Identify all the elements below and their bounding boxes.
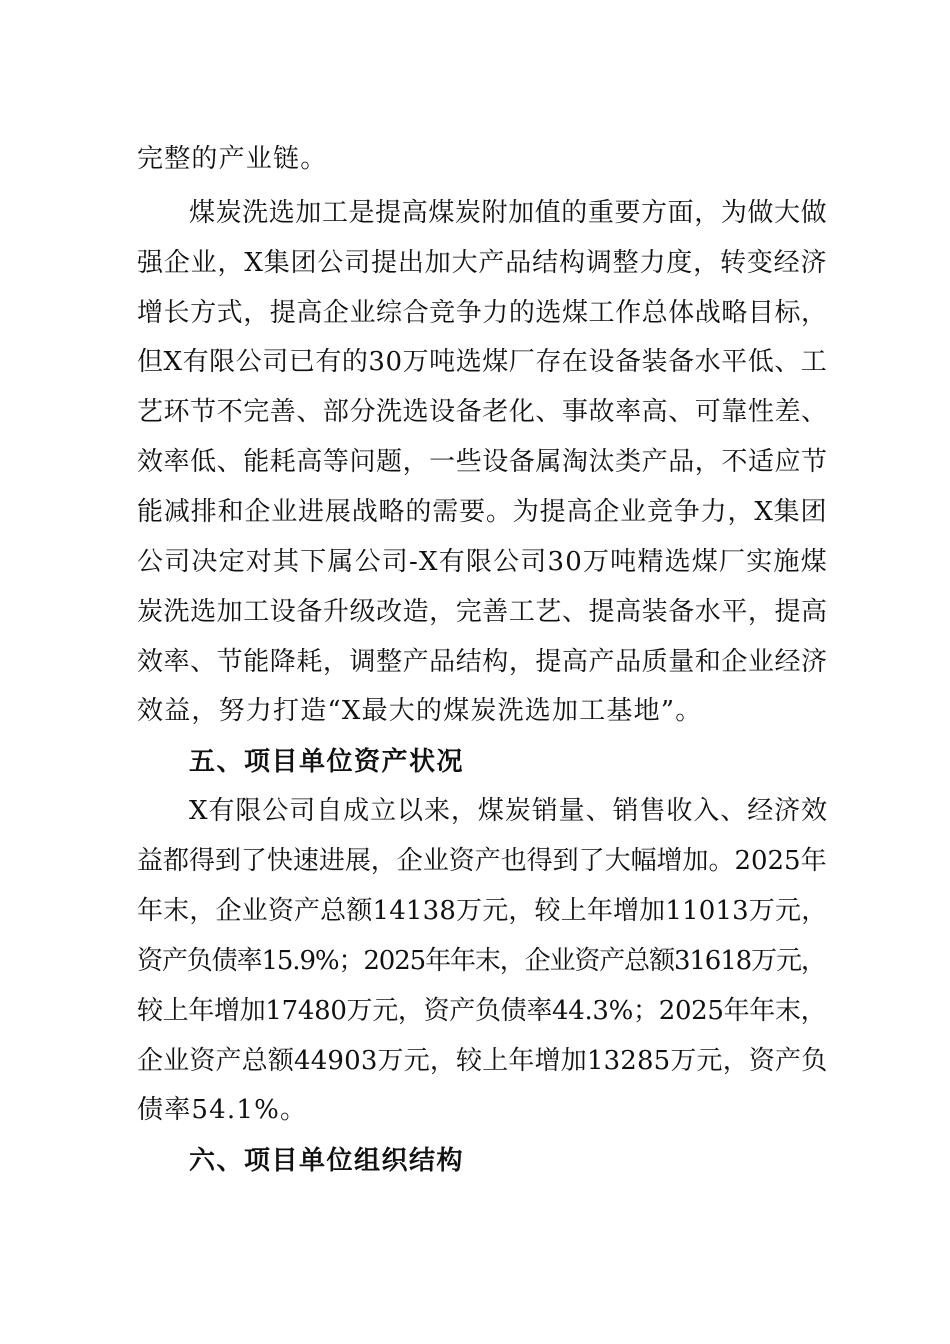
paragraph-line: 企业资产总额44903万元，较上年增加13285万元，资产负 (137, 1046, 828, 1076)
paragraph-line: X有限公司自成立以来，煤炭销量、销售收入、经济效 (189, 796, 829, 826)
paragraph-line: 益都得到了快速进展，企业资产也得到了大幅增加。2025年 (137, 846, 827, 876)
paragraph-line: 炭洗选加工设备升级改造，完善工艺、提高装备水平，提高 (137, 597, 828, 627)
paragraph-line: 增长方式，提高企业综合竞争力的选煤工作总体战略目标， (137, 298, 828, 328)
paragraph-line: 煤炭洗选加工是提高煤炭附加值的重要方面，为做大做 (189, 198, 828, 228)
section-heading: 五、项目单位资产状况 (189, 747, 465, 777)
paragraph-line: 公司决定对其下属公司-X有限公司30万吨精选煤厂实施煤 (137, 547, 828, 577)
paragraph-line: 效率、节能降耗，调整产品结构，提高产品质量和企业经济 (137, 647, 828, 677)
paragraph-line: 完整的产业链。 (137, 144, 328, 174)
paragraph-line: 能减排和企业进展战略的需要。为提高企业竞争力，X集团 (137, 497, 828, 527)
paragraph-line: 强企业，X集团公司提出加大产品结构调整力度，转变经济 (137, 248, 828, 278)
paragraph-line: 但X有限公司已有的30万吨选煤厂存在设备装备水平低、工 (137, 347, 828, 377)
paragraph-line: 效益，努力打造“X最大的煤炭洗选加工基地”。 (137, 696, 703, 726)
paragraph-line: 艺环节不完善、部分洗选设备老化、事故率高、可靠性差、 (137, 397, 828, 427)
section-heading: 六、项目单位组织结构 (189, 1146, 465, 1176)
paragraph-line: 资产负债率15.9%；2025年年末，企业资产总额31618万元， (137, 946, 826, 976)
paragraph-line: 效率低、能耗高等问题，一些设备属淘汰类产品，不适应节 (137, 447, 828, 477)
paragraph-line: 年末，企业资产总额14138万元，较上年增加11013万元， (137, 896, 828, 926)
paragraph-line: 较上年增加17480万元，资产负债率44.3%；2025年年末， (137, 996, 827, 1026)
paragraph-line: 债率54.1%。 (137, 1095, 308, 1125)
